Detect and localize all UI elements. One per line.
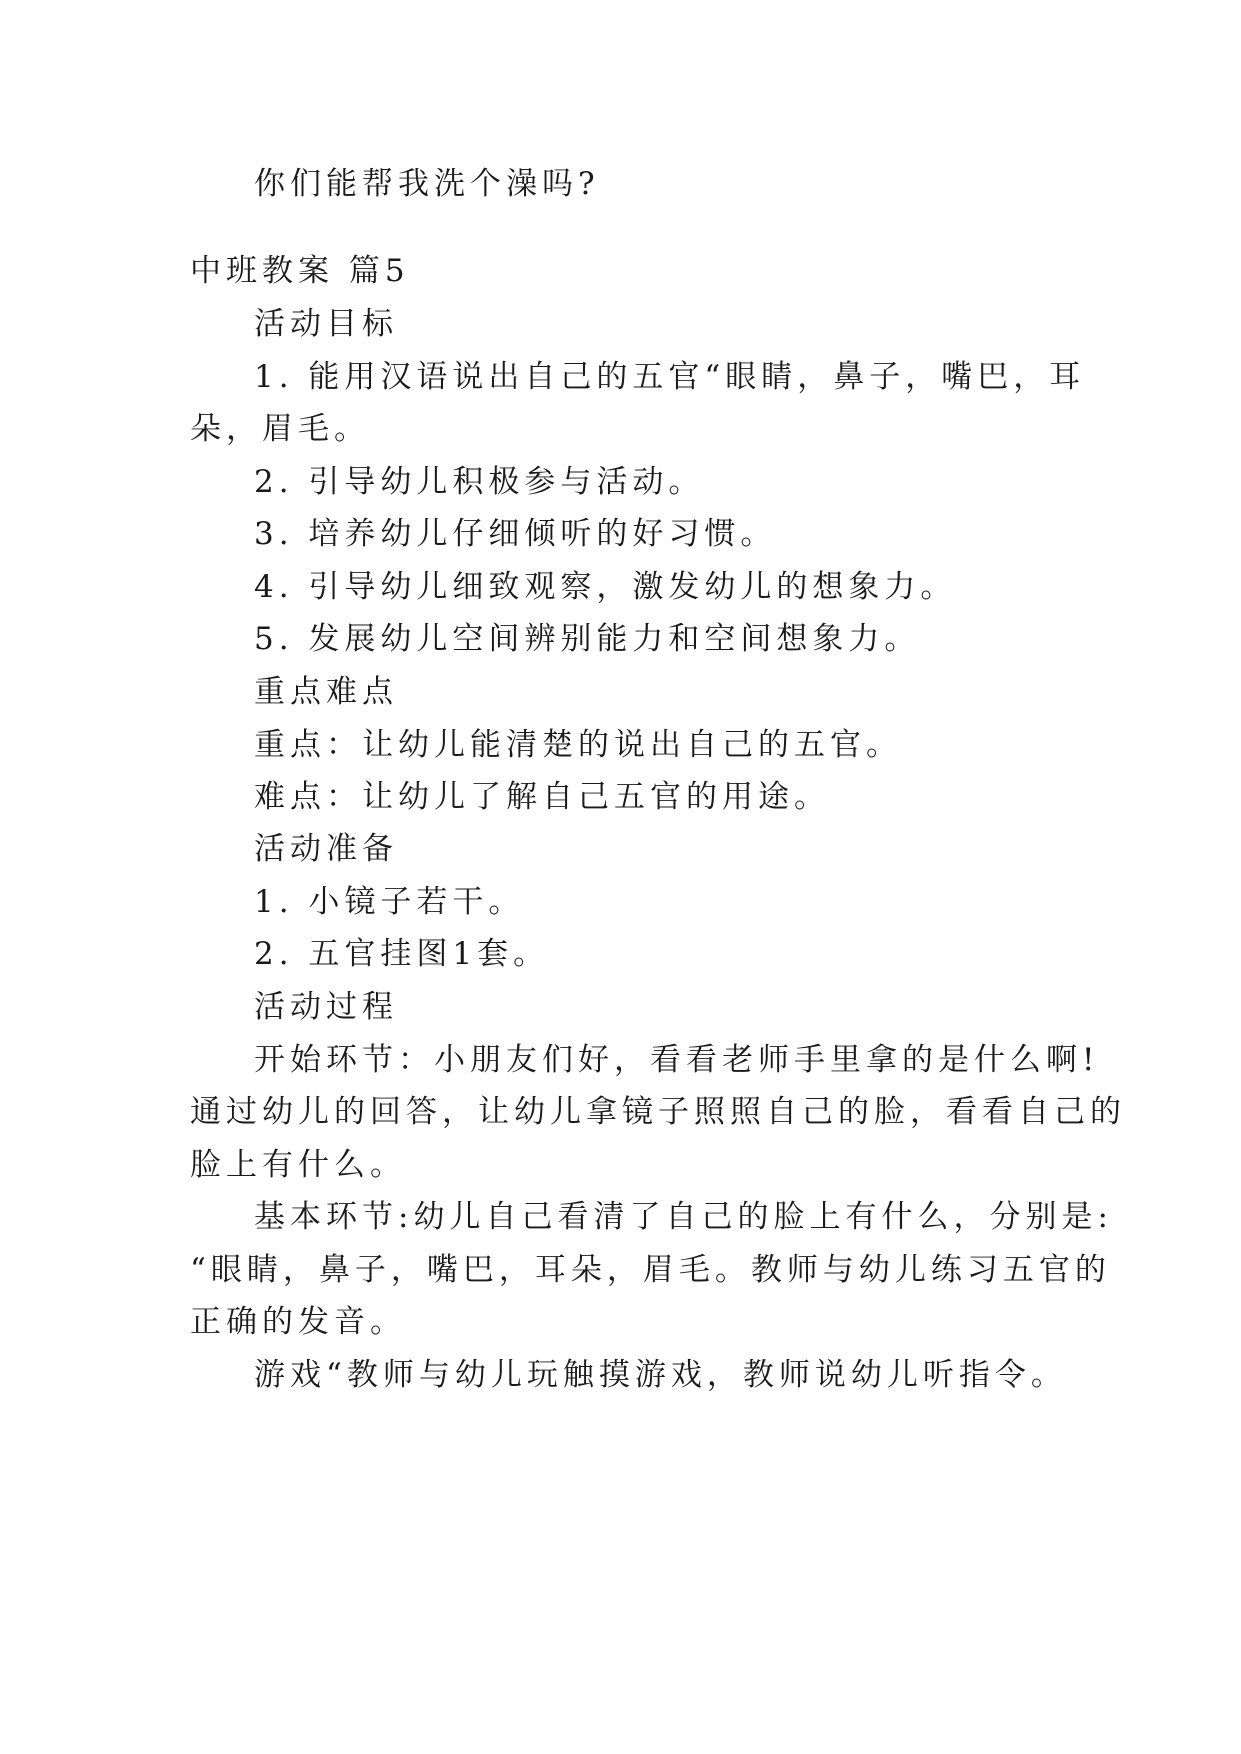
- paragraph-text: 难点：让幼儿了解自己五官的用途。: [254, 779, 830, 815]
- list-item-continuation: 朵，眉毛。: [190, 411, 370, 447]
- paragraph-text: 基本环节:幼儿自己看清了自己的脸上有什么，分别是:: [254, 1199, 1113, 1235]
- section-heading: 中班教案 篇5: [190, 253, 410, 289]
- subheading-process: 活动过程: [254, 989, 398, 1025]
- list-item: 1. 能用汉语说出自己的五官“眼睛，鼻子，嘴巴，耳: [254, 359, 1086, 395]
- subheading-key-points: 重点难点: [254, 674, 398, 710]
- subheading-preparation: 活动准备: [254, 831, 398, 867]
- list-item: 2. 五官挂图1套。: [254, 936, 550, 972]
- paragraph-text: “眼睛，鼻子，嘴巴，耳朵，眉毛。教师与幼儿练习五官的: [190, 1252, 1111, 1288]
- list-item: 2. 引导幼儿积极参与活动。: [254, 464, 705, 500]
- paragraph-text: 脸上有什么。: [190, 1147, 406, 1183]
- list-item: 5. 发展幼儿空间辨别能力和空间想象力。: [254, 621, 921, 657]
- paragraph-text: 游戏“教师与幼儿玩触摸游戏，教师说幼儿听指令。: [254, 1357, 1067, 1393]
- paragraph-text: 你们能帮我洗个澡吗?: [254, 166, 600, 202]
- list-item: 4. 引导幼儿细致观察，激发幼儿的想象力。: [254, 569, 957, 605]
- paragraph-text: 通过幼儿的回答，让幼儿拿镜子照照自己的脸，看看自己的: [190, 1094, 1126, 1130]
- subheading-activity-goals: 活动目标: [254, 306, 398, 342]
- paragraph-text: 开始环节：小朋友们好，看看老师手里拿的是什么啊!: [254, 1042, 1100, 1078]
- paragraph-text: 重点：让幼儿能清楚的说出自己的五官。: [254, 727, 902, 763]
- paragraph-text: 正确的发音。: [190, 1304, 406, 1340]
- list-item: 3. 培养幼儿仔细倾听的好习惯。: [254, 516, 777, 552]
- list-item: 1. 小镜子若干。: [254, 884, 525, 920]
